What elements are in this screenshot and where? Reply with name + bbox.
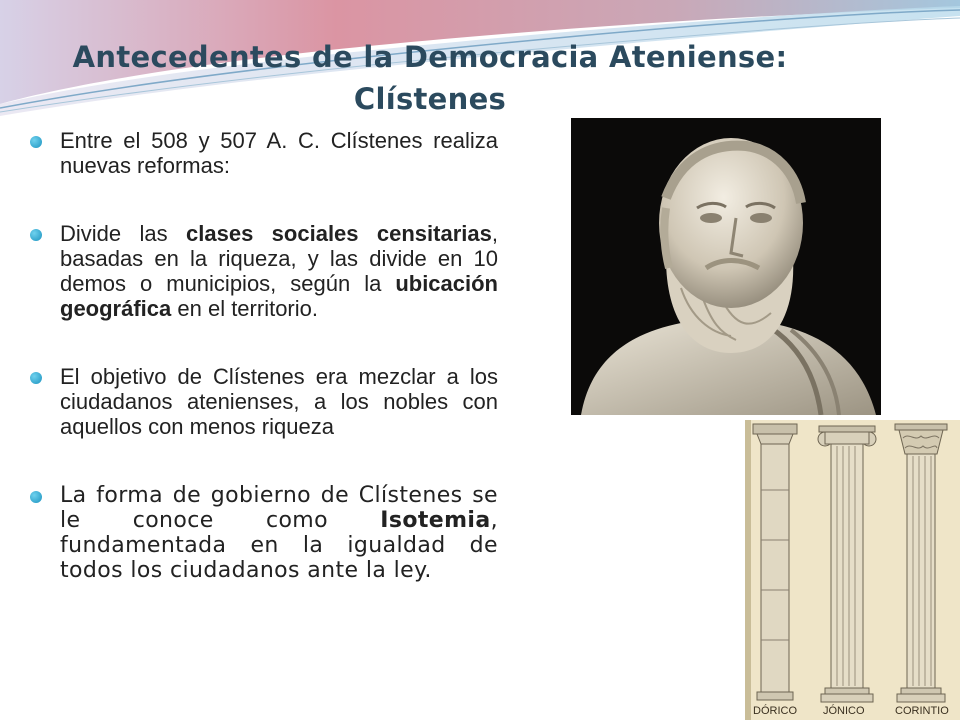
- bullet-text: Divide las: [60, 221, 187, 246]
- bold-text: Isotemia: [380, 508, 491, 533]
- bullet-text: , basadas en la riqueza, y las divide en 10 demos o municipios, según la: [60, 221, 498, 296]
- bold-text: clases sociales censitarias: [186, 221, 492, 246]
- bust-portrait-image: [571, 118, 881, 415]
- bust-icon: [571, 118, 881, 415]
- slide-title: [0, 36, 860, 120]
- bold-text: ubicación geográfica: [60, 271, 498, 321]
- label-ionic: JÓNICO: [823, 705, 865, 717]
- bullet-isotemia: [28, 483, 498, 583]
- title-line-2: Clístenes: [353, 82, 507, 116]
- bullet-objective: [28, 364, 498, 439]
- greek-columns-image: [745, 420, 960, 720]
- bullet-reforms: [28, 128, 498, 178]
- label-doric: DÓRICO: [753, 705, 797, 717]
- bullet-text: en el territorio.: [171, 296, 318, 321]
- title-line-1: Antecedentes de la Democracia Ateniense:: [72, 40, 788, 74]
- greek-column-orders-icon: [745, 420, 960, 720]
- label-corinthian: CORINTIO: [895, 705, 949, 717]
- bullet-text: , fundamentada en la igualdad de todos los ciudadanos ante la ley.: [60, 508, 498, 583]
- bullet-text: La forma de gobierno de Clístenes se le conoce como: [60, 483, 498, 533]
- bullet-text: El objetivo de Clístenes era mezclar a los ciudadanos atenienses, a los nobles con aquellos con menos riqueza: [60, 364, 498, 439]
- bullet-list: [28, 128, 498, 583]
- bullet-text: Entre el 508 y 507 A. C. Clístenes realiza nuevas reformas:: [60, 128, 498, 178]
- bullet-social-classes: [28, 221, 498, 321]
